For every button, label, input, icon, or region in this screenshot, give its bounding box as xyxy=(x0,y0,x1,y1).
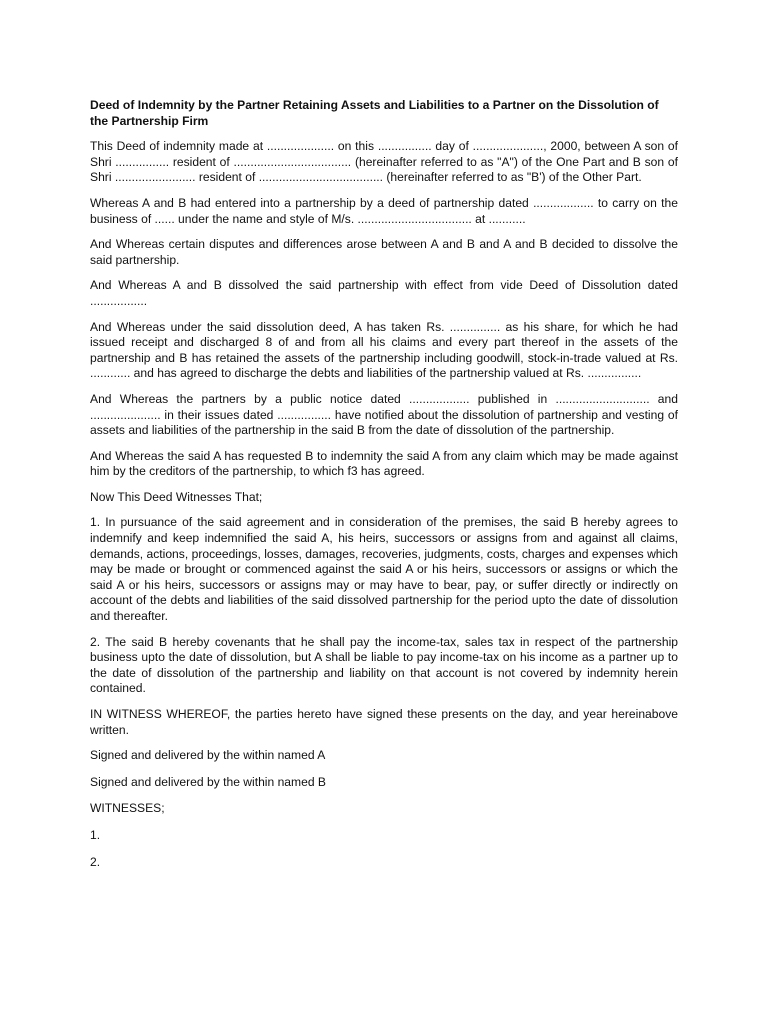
paragraph-share-and-assets: And Whereas under the said dissolution deed, A has taken Rs. ............... as his share, for which he had issued receipt and discharged 8 of and from all his claims and every part thereof in the assets of the partnership and B has retained the assets of the partnership including goodwill, stock-in-trade valued at Rs. ............ and has agreed to discharge the debts and liabilities of the partnership valued at Rs. ................ xyxy=(90,319,678,381)
document-page xyxy=(90,98,678,881)
clause-1-indemnity: 1. In pursuance of the said agreement and in consideration of the premises, the said B hereby agrees to indemnify and keep indemnified the said A, his heirs, successors or assigns from and against all claims, demands, actions, proceedings, losses, damages, recoveries, judgments, costs, charges and expenses which may be made or brought or commenced against the said A or his heirs, successors or assigns or which the said A or his heirs, successors or assigns may or may have to bear, pay, or suffer directly or indirectly on account of the debts and liabilities of the said dissolved partnership for the period upto the date of dissolution and thereafter. xyxy=(90,515,678,624)
paragraph-indemnity-request: And Whereas the said A has requested B to indemnity the said A from any claim which may be made against him by the creditors of the partnership, to which f3 has agreed. xyxy=(90,448,678,479)
paragraph-public-notice: And Whereas the partners by a public notice dated .................. published in ............................ and ..................... in their issues dated ................ have notified about the dissolution of partnership and vesting of assets and liabilities of the partnership in the said B from the date of dissolution of the partnership. xyxy=(90,391,678,438)
clause-2-taxes: 2. The said B hereby covenants that he shall pay the income-tax, sales tax in respect of the partnership business upto the date of dissolution, but A shall be liable to pay income-tax on his income as a partner up to the date of dissolution of the partnership and liability on that account is not covered by indemnity herein contained. xyxy=(90,634,678,696)
paragraph-dissolution: And Whereas A and B dissolved the said partnership with effect from vide Deed of Dissolution dated ................. xyxy=(90,278,678,308)
signature-line-b: Signed and delivered by the within named B xyxy=(90,774,326,789)
paragraph-partnership-formation: Whereas A and B had entered into a partnership by a deed of partnership dated .................. to carry on the business of ...... under the name and style of M/s. .................................. at ........... xyxy=(90,195,678,226)
witnesses-label: WITNESSES; xyxy=(90,801,165,816)
paragraph-deed-intro: This Deed of indemnity made at .................... on this ................ day of ....................., 2000, between A son of Shri ................ resident of ................................... (hereinafter referred to as "A") of the One Part and B son of Shri ........................ resident of ..................................... (hereinafter referred to as "B') of the Other Part. xyxy=(90,139,678,185)
paragraph-disputes: And Whereas certain disputes and differences arose between A and B and A and B decided to dissolve the said partnership. xyxy=(90,237,678,267)
witness-2: 2. xyxy=(90,854,101,869)
witness-1: 1. xyxy=(90,827,101,842)
document-title: Deed of Indemnity by the Partner Retaining Assets and Liabilities to a Partner on the Dissolution of the Partnership Firm xyxy=(90,98,659,128)
signature-line-a: Signed and delivered by the within named A xyxy=(90,748,326,763)
in-witness-whereof: IN WITNESS WHEREOF, the parties hereto have signed these presents on the day, and year hereinabove written. xyxy=(90,707,678,737)
paragraph-witnesses-heading: Now This Deed Witnesses That; xyxy=(90,489,263,504)
